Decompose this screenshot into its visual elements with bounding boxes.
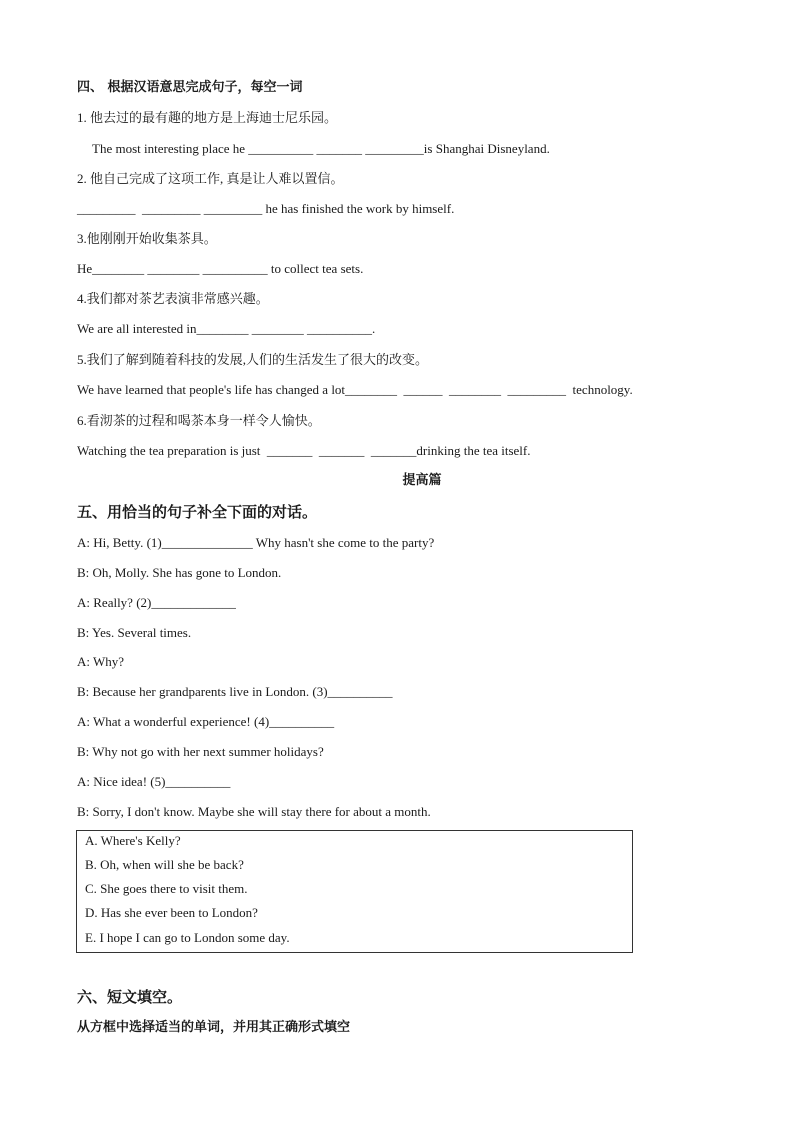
dialogue-line: A: Why? [77, 654, 125, 669]
q5-english: We have learned that people's life has changed a lot________ ______ ________ _________ technology. [77, 382, 633, 397]
options-box [76, 830, 633, 953]
q4-english: We are all interested in________ ________ __________. [77, 321, 376, 336]
dialogue-line: B: Oh, Molly. She has gone to London. [77, 565, 282, 580]
option-b: B. Oh, when will she be back? [85, 857, 244, 872]
option-e: E. I hope I can go to London some day. [85, 930, 290, 945]
dialogue-line: A: Hi, Betty. (1)______________ Why hasn't she come to the party? [77, 535, 435, 550]
q1-chinese: 1. 他去过的最有趣的地方是上海迪士尼乐园。 [77, 110, 338, 125]
dialogue-line: A: Nice idea! (5)__________ [77, 774, 231, 789]
dialogue-line: B: Yes. Several times. [77, 625, 192, 640]
q2-chinese: 2. 他自己完成了这项工作, 真是让人难以置信。 [77, 171, 344, 186]
q5-chinese: 5.我们了解到随着科技的发展,人们的生活发生了很大的改变。 [77, 352, 429, 367]
section6-instruction: 从方框中选择适当的单词，并用其正确形式填空 [77, 1020, 351, 1035]
q3-english: He________ ________ __________ to collect tea sets. [77, 261, 364, 276]
dialogue-line: B: Why not go with her next summer holidays? [77, 744, 324, 759]
option-c: C. She goes there to visit them. [85, 881, 248, 896]
q3-chinese: 3.他刚刚开始收集茶具。 [77, 231, 217, 246]
dialogue-line: A: What a wonderful experience! (4)__________ [77, 714, 335, 729]
q2-english: _________ _________ _________ he has finished the work by himself. [77, 201, 455, 216]
advanced-section-title: 提高篇 [402, 473, 442, 488]
option-a: A. Where's Kelly? [85, 833, 181, 848]
option-d: D. Has she ever been to London? [85, 905, 258, 920]
dialogue-line: B: Sorry, I don't know. Maybe she will stay there for about a month. [77, 804, 431, 819]
q6-english: Watching the tea preparation is just _______ _______ _______drinking the tea itself. [77, 443, 531, 458]
dialogue-line: A: Really? (2)_____________ [77, 595, 236, 610]
section5-heading: 五、用恰当的句子补全下面的对话。 [77, 503, 318, 521]
q4-chinese: 4.我们都对茶艺表演非常感兴趣。 [77, 291, 269, 306]
q1-english: The most interesting place he __________ _______ _________is Shanghai Disneyland. [92, 141, 550, 156]
section4-heading: 四、 根据汉语意思完成句子，每空一词 [77, 80, 303, 95]
q6-chinese: 6.看沏茶的过程和喝茶本身一样令人愉快。 [77, 413, 321, 428]
dialogue-line: B: Because her grandparents live in London. (3)__________ [77, 684, 393, 699]
section6-heading: 六、短文填空。 [77, 988, 183, 1006]
